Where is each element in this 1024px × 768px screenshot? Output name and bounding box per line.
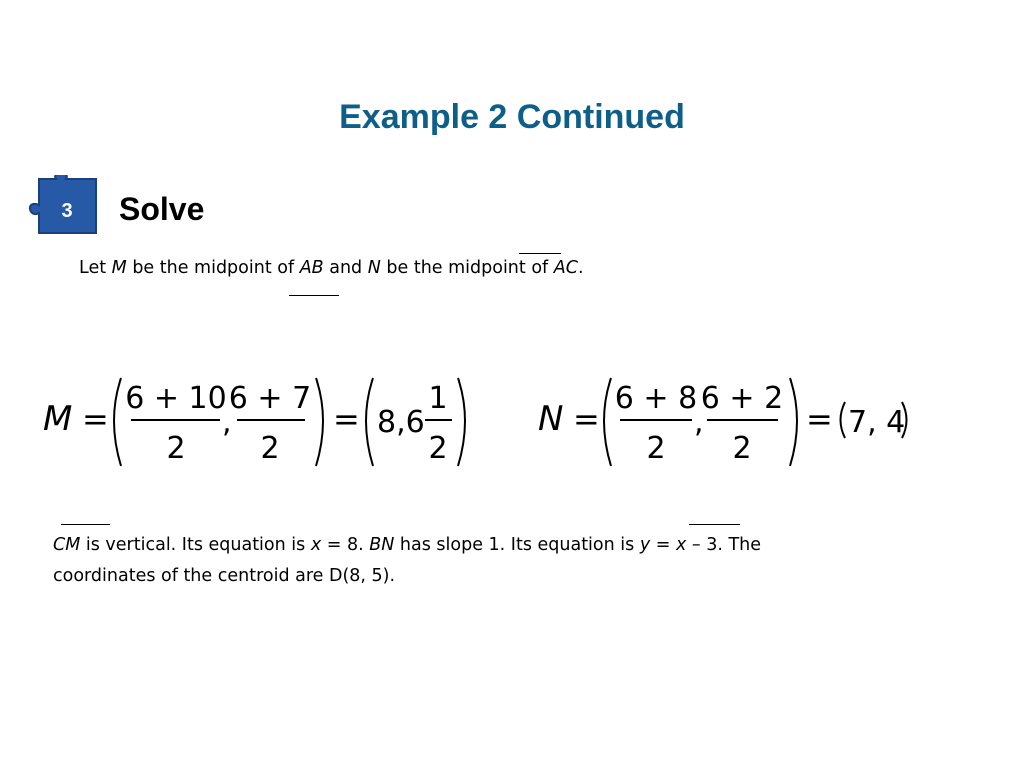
n-den-x: 2: [646, 431, 666, 466]
step-number: 3: [61, 200, 73, 222]
equals-n-2: =: [806, 400, 833, 438]
m-result-num: 1: [428, 381, 448, 416]
step-heading: Solve: [119, 191, 205, 227]
comma-m: ,: [222, 405, 232, 440]
n-num-y: 6 + 2: [700, 381, 784, 416]
n-result: 7, 4: [848, 405, 906, 440]
equals-m: =: [82, 400, 109, 438]
puzzle-step-icon: [26, 175, 102, 237]
overline-bn: [689, 524, 740, 525]
equals-n: =: [573, 400, 600, 438]
m-den-x: 2: [166, 431, 186, 466]
overline-ab: [289, 295, 339, 296]
overline-ac: [519, 253, 561, 254]
midpoint-equations: [0, 370, 1024, 480]
var-m: M: [43, 399, 73, 439]
n-num-x: 6 + 8: [614, 381, 698, 416]
midpoint-statement: Let M be the midpoint of AB and N be the midpoint of AC.: [79, 258, 584, 278]
comma-n: ,: [694, 405, 704, 440]
paren-right-m-result: [458, 378, 465, 466]
paren-left-n-result: [841, 402, 846, 438]
paren-right-n: [790, 378, 797, 466]
paren-left-m: [114, 378, 121, 466]
paren-left-n: [604, 378, 611, 466]
m-num-y: 6 + 7: [228, 381, 312, 416]
paren-left-m-result: [366, 378, 373, 466]
n-den-y: 2: [732, 431, 752, 466]
equation-n: [538, 378, 907, 466]
m-result-whole: 8,6: [377, 405, 425, 440]
overline-cm: [61, 524, 110, 525]
paren-right-m: [316, 378, 323, 466]
centroid-explanation: CM is vertical. Its equation is x = 8. BN has slope 1. Its equation is y = x – 3. The coordinates of the centroid are D(8, 5).: [53, 535, 762, 586]
m-den-y: 2: [260, 431, 280, 466]
equals-m-2: =: [333, 400, 360, 438]
m-num-x: 6 + 10: [125, 381, 227, 416]
slide-title: Example 2 Continued: [339, 98, 685, 136]
m-result-den: 2: [428, 431, 448, 466]
equation-m: [43, 378, 465, 466]
var-n: N: [538, 399, 564, 439]
